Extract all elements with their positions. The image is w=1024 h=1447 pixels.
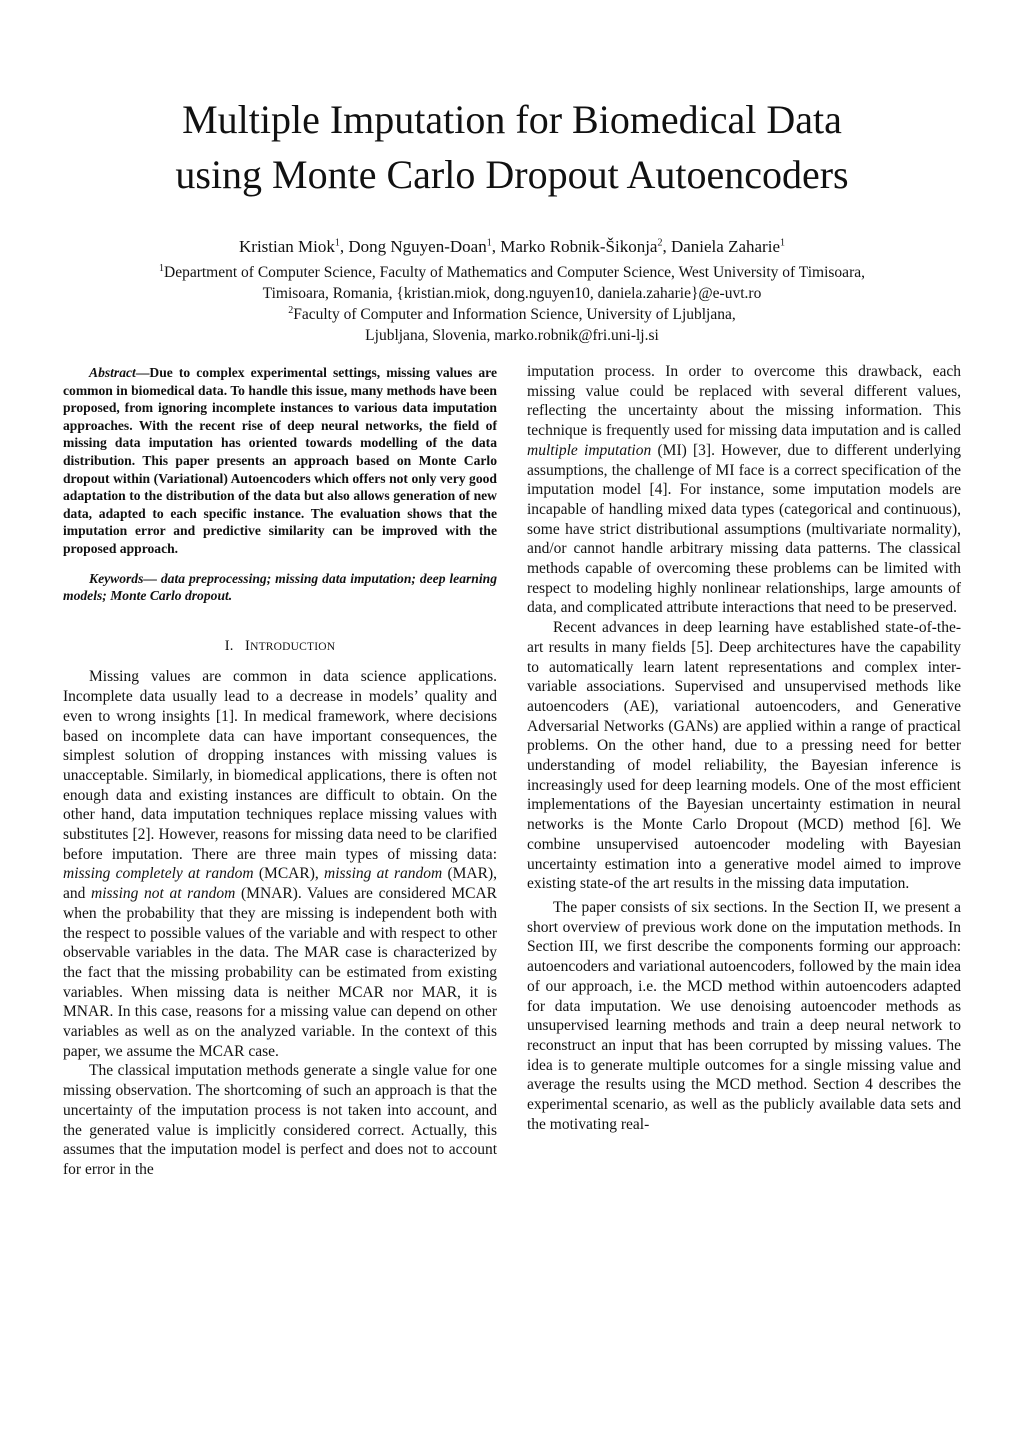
affiliation-1-line-1: $^1$Department of Computer Science, Faculty of Mathematics and Computer Science, West University of Timisoara, [159, 262, 865, 281]
term-mnar: missing not at random [91, 885, 236, 903]
keywords [63, 570, 497, 605]
abstract-text: —Due to complex experimental settings, missing values are common in biomedical data. To handle this issue, many methods have been proposed, from ignoring incomplete instances to various data imputation approaches. With the recent rise of deep neural networks, the field of missing data imputation has oriented towards modelling of the data distribution. This paper presents an approach based on Monte Carlo dropout within (Variational) Autoencoders which offers not only very good adaptation to the distribution of the data but also allows generation of new data, adapted to each specific instance. The evaluation shows that the imputation error and predictive similarity can be improved with the proposed approach. [63, 365, 497, 556]
author-affil-mark: 2 [657, 237, 663, 249]
title-line-2: using Monte Carlo Dropout Autoencoders [175, 152, 849, 197]
section-number: I. [224, 637, 234, 654]
keywords-text: data preprocessing; missing data imputation; deep learning models; Monte Carlo dropout. [63, 570, 497, 604]
intro-paragraph-1: Missing values are common in data science applications. Incomplete data usually lead to a decrease in models’ quality and even to wrong insights [1]. In medical framework, where decisions based on incomplete data can have important consequences, the simplest solution of dropping instances with missing values is unacceptable. Similarly, in biomedical applications, there is often not enough data and existing instances are difficult to obtain. On the other hand, data imputation techniques replace missing values with substitutes [2]. However, reasons for missing data need to be clarified before imputation. There are three main types of missing data: missing completely at random (MCAR), missing at random (MAR), and missing not at random (MNAR). Values are considered MCAR when the probability that they are missing is independent both with the respect to possible values of the variable and with respect to other observable variables in the data. The MAR case is characterized by the fact that the missing probability can be estimated from existing variables. When missing data is neither MCAR nor MAR, it is MNAR. In this case, reasons for a missing value can depend on other variables as well as on the analyzed variable. In the context of this paper, we assume the MCAR case. [63, 668, 498, 1060]
author-name: Kristian Miok [239, 237, 335, 256]
abstract-label: Abstract [89, 365, 136, 380]
affiliations [0, 262, 1024, 346]
intro-paragraph-3: Recent advances in deep learning have established state-of-the-art results in many fields [5]. Deep architectures have the capability to automatically learn latent representations and complex inter-variable associations. Supervised and unsupervised methods like autoencoders (AE), variational autoencoders, and Generative Adversarial Networks (GANs) are applied within a range of practical problems. On the other hand, due to a pressing need for better understanding of model reliability, the Bayesian inference is increasingly used for deep learning models. One of the most efficient implementations of the Bayesian uncertainty estimation in neural networks is the Monte Carlo Dropout (MCD) method [6]. We combine unsupervised autoencoder modeling with Bayesian uncertainty estimation into a generative model aimed to improve existing state-of the art results in the missing data imputation. [527, 619, 961, 893]
author-list: Kristian Miok$^1$, Dong Nguyen-Doan$^1$, Marko Robnik-Šikonja$^2$, Daniela Zaharie$^1$ [239, 237, 785, 256]
term-mar: missing at random [324, 865, 443, 883]
affiliation-2-line-1: $^2$Faculty of Computer and Information Science, University of Ljubljana, [288, 304, 736, 323]
term-multiple-imputation: multiple imputation [527, 441, 652, 459]
intro-paragraph-4: The paper consists of six sections. In the Section II, we present a short overview of previous work done on the imputation methods. In Section III, we first describe the components forming our approach: autoencoders and variational autoencoders, followed by the main idea of our approach, i.e. the MCD method within autoencoders adapted for data imputation. We use denoising autoencoder methods as unsupervised learning methods and train a deep neural network to reconstruct an input that has been corrupted by missing values. The idea is to generate multiple outcomes for a single missing value and average the results using the MCD method. Section 4 describes the experimental scenario, as well as the publicly available data sets and the motivating real- [527, 898, 961, 1133]
affiliation-2-line-2: Ljubljana, Slovenia, marko.robnik@fri.uni-lj.si [365, 327, 659, 344]
author-name: Dong Nguyen-Doan [348, 237, 487, 256]
author-affil-mark: 1 [779, 237, 785, 249]
intro-paragraph-2-continued: imputation process. In order to overcome this drawback, each missing value could be replaced with several different values, reflecting the uncertainty about the missing information. This technique is frequently used for missing data imputation and is called multiple imputation (MI) [3]. However, due to different underlying assumptions, the challenge of MI face is a correct specification of the imputation model [4]. For instance, some imputation models are incapable of handling mixed data types (categorical and continuous), some have strict distributional assumptions (multivariate normality), and/or cannot handle arbitrary missing data patterns. The classical methods capable of overcoming these problems can be limited with respect to modeling highly nonlinear relationships, large amounts of data, and complicated attribute interactions that need to be preserved. [527, 363, 961, 617]
section-heading-introduction: I. INTRODUCTION [224, 637, 336, 654]
author-affil-mark: 1 [334, 237, 340, 249]
author-name: Daniela Zaharie [670, 237, 780, 256]
intro-paragraph-2: The classical imputation methods generate a single value for one missing observation. The shortcoming of such an approach is that the uncertainty of the imputation process is not taken into account, and the generated value is implicitly considered correct. Actually, this assumes that the imputation model is perfect and does not to account for error in the [63, 1062, 497, 1178]
keywords-label: Keywords— [89, 570, 157, 586]
title-line-1: Multiple Imputation for Biomedical Data [182, 97, 842, 142]
right-column [527, 362, 961, 1134]
paper-title [0, 92, 1024, 202]
left-column [63, 364, 497, 1180]
abstract [63, 364, 497, 558]
author-name: Marko Robnik-Šikonja [500, 237, 658, 256]
affiliation-mark: 1 [159, 262, 164, 274]
affiliation-1-line-2: Timisoara, Romania, {kristian.miok, dong.nguyen10, daniela.zaharie}@e-uvt.ro [262, 285, 762, 302]
author-affil-mark: 1 [486, 237, 492, 249]
term-mcar: missing completely at random [63, 865, 254, 883]
affiliation-mark: 2 [288, 304, 294, 316]
